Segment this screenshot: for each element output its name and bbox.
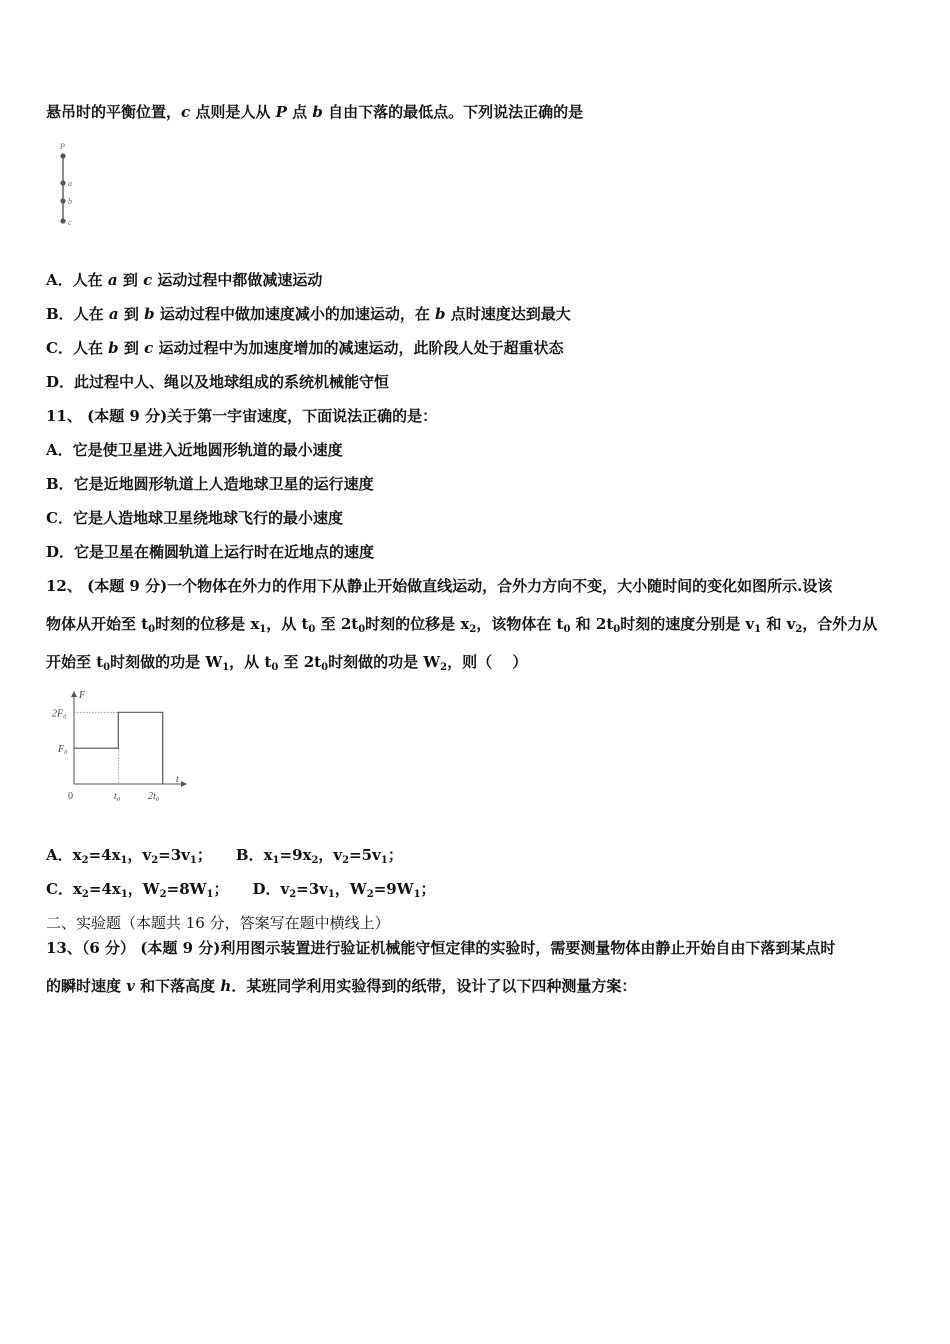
option-label: C．: [46, 880, 73, 898]
q12-option-c: [46, 880, 228, 898]
subscript: 1: [189, 855, 197, 866]
subscript: 2: [795, 624, 803, 635]
stem-text: ，则（ ）: [447, 653, 528, 671]
stem-text: 和 v: [761, 615, 796, 633]
var: c: [144, 339, 154, 357]
stem-text: 时刻的位移是 x: [365, 615, 470, 633]
option-text: ，v: [127, 846, 152, 864]
option-text: =4x: [88, 846, 121, 864]
subscript: 2: [151, 855, 159, 866]
option-text: 运动过程中为加速度增加的减速运动，此阶段人处于超重状态: [153, 339, 564, 357]
stem-text: 至 2t: [278, 653, 322, 671]
stem-text: ．某班同学利用实验得到的纸带，设计了以下四种测量方案：: [231, 977, 637, 995]
stem-text: ，从 t: [266, 615, 309, 633]
option-label: A．: [46, 846, 73, 864]
intro-line: [46, 102, 583, 122]
intro-text: 悬吊时的平衡位置，: [46, 103, 182, 121]
option-text: ；: [420, 880, 436, 898]
q13-stem-line2: [46, 976, 636, 996]
stem-text: 的瞬时速度: [46, 977, 127, 995]
var: a: [107, 271, 118, 289]
subscript: 1: [259, 624, 267, 635]
option-text: 运动过程中做加速度减小的加速运动，在: [154, 305, 436, 323]
q11-option-b: B．它是近地圆形轨道上人造地球卫星的运行速度: [46, 475, 374, 493]
option-text: ，v: [318, 846, 343, 864]
option-text: B．人在: [46, 305, 109, 323]
option-text: 运动过程中都做减速运动: [152, 271, 323, 289]
q10-option-a: [46, 270, 322, 290]
stem-text: 物体从开始至 t: [46, 615, 149, 633]
point-c: [60, 218, 65, 223]
subscript: 1: [327, 889, 335, 900]
subscript: 1: [120, 889, 128, 900]
label-a: a: [68, 179, 72, 188]
bungee-figure: [50, 140, 90, 230]
option-text: =8W: [166, 880, 207, 898]
q13-stem-line1: 13、（6 分） (本题 9 分)利用图示装置进行验证机械能守恒定律的实验时，需要测量物体由静止开始自由下落到某点时: [46, 939, 836, 957]
subscript: 1: [380, 855, 388, 866]
var: b: [108, 339, 119, 357]
option-text: 到: [117, 271, 144, 289]
option-text: =3v: [296, 880, 328, 898]
option-text: x: [72, 880, 82, 898]
q12-stem-line3: [46, 652, 527, 672]
y-tick-2f0: 2F₀: [52, 708, 67, 720]
subscript: 0: [358, 624, 366, 635]
subscript: 1: [754, 624, 762, 635]
subscript: 1: [222, 662, 230, 673]
option-text: =9x: [279, 846, 312, 864]
var: b: [435, 305, 446, 323]
stem-text: 时刻做的功是 W: [328, 653, 441, 671]
label-c: c: [68, 218, 72, 227]
stem-text: ，从 t: [229, 653, 272, 671]
subscript: 2: [81, 889, 89, 900]
subscript: 2: [469, 624, 477, 635]
intro-text: 自由下落的最低点。下列说法正确的是: [322, 103, 584, 121]
stem-text: 和下落高度: [134, 977, 221, 995]
point-P: [60, 153, 65, 158]
subscript: 1: [413, 889, 421, 900]
option-text: ；: [196, 846, 212, 864]
stem-text: 时刻的速度分别是 v: [620, 615, 755, 633]
subscript: 0: [613, 624, 621, 635]
option-text: 到: [118, 339, 145, 357]
var-v: v: [126, 977, 135, 995]
subscript: 2: [311, 855, 319, 866]
q12-options-ab: [46, 845, 403, 865]
stem-text: 时刻的位移是 x: [155, 615, 260, 633]
q10-option-b: [46, 304, 571, 324]
subscript: 0: [271, 662, 279, 673]
subscript: 2: [342, 855, 350, 866]
q10-option-c: [46, 338, 564, 358]
option-text: ，W: [127, 880, 160, 898]
stem-text: 时刻做的功是 W: [110, 653, 223, 671]
option-label: D．: [252, 880, 281, 898]
q10-option-d: D．此过程中人、绳以及地球组成的系统机械能守恒: [46, 373, 390, 391]
subscript: 0: [103, 662, 111, 673]
y-tick-f0: F₀: [58, 744, 68, 756]
q11-option-d: D．它是卫星在椭圆轨道上运行时在近地点的速度: [46, 543, 375, 561]
subscript: 2: [440, 662, 448, 673]
x-tick-t0: t₀: [114, 791, 121, 802]
option-text: C．人在: [46, 339, 109, 357]
option-text: =4x: [88, 880, 121, 898]
stem-text: 开始至 t: [46, 653, 104, 671]
x-axis-label: t: [176, 774, 179, 785]
force-time-graph: [46, 688, 206, 808]
q12-stem-line2: [46, 614, 877, 634]
option-text: ，W: [334, 880, 367, 898]
option-text: A．人在: [46, 271, 108, 289]
option-text: =9W: [373, 880, 414, 898]
stem-text: ，该物体在 t: [476, 615, 564, 633]
subscript: 1: [206, 889, 214, 900]
option-text: ；: [213, 880, 229, 898]
option-text: x: [72, 846, 82, 864]
q12-options-cd: [46, 879, 436, 899]
q12-option-b: [236, 846, 403, 864]
option-text: x: [263, 846, 273, 864]
subscript: 0: [148, 624, 156, 635]
subscript: 2: [366, 889, 374, 900]
subscript: 0: [321, 662, 329, 673]
var-b: b: [312, 103, 323, 121]
section-heading: 二、实验题（本题共 16 分，答案写在题中横线上）: [46, 914, 390, 932]
option-label: B．: [235, 846, 264, 864]
intro-text: 点: [286, 103, 313, 121]
subscript: 2: [159, 889, 167, 900]
point-b: [60, 198, 65, 203]
x-tick-0: 0: [68, 791, 73, 802]
x-tick-2t0: 2t₀: [148, 791, 160, 802]
q12-option-d: [252, 880, 435, 898]
stem-text: 至 2t: [315, 615, 359, 633]
q12-option-a: [46, 846, 212, 864]
var: b: [144, 305, 155, 323]
q11-stem: 11、 (本题 9 分)关于第一宇宙速度，下面说法正确的是：: [46, 407, 438, 425]
stem-text: 和 2t: [570, 615, 614, 633]
subscript: 2: [81, 855, 89, 866]
var-h: h: [220, 977, 232, 995]
intro-text: 点则是人从: [190, 103, 276, 121]
subscript: 1: [272, 855, 280, 866]
option-text: 到: [118, 305, 145, 323]
subscript: 0: [308, 624, 316, 635]
option-text: =3v: [158, 846, 190, 864]
option-text: v: [280, 880, 290, 898]
option-text: ；: [387, 846, 403, 864]
y-axis-label: F: [79, 690, 86, 701]
label-b: b: [68, 197, 72, 206]
subscript: 2: [289, 889, 297, 900]
label-P: P: [60, 142, 65, 151]
point-a: [60, 180, 65, 185]
option-text: 点时速度达到最大: [445, 305, 571, 323]
subscript: 0: [563, 624, 571, 635]
subscript: 1: [120, 855, 128, 866]
q12-stem-line1: 12、 (本题 9 分)一个物体在外力的作用下从静止开始做直线运动，合外力方向不变，大小随时间的变化如图所示.设该: [46, 577, 833, 595]
option-text: =5v: [349, 846, 381, 864]
var-c: c: [181, 103, 191, 121]
q11-option-a: A．它是使卫星进入近地圆形轨道的最小速度: [46, 441, 343, 459]
q11-option-c: C．它是人造地球卫星绕地球飞行的最小速度: [46, 509, 343, 527]
stem-text: ，合外力从: [802, 615, 878, 633]
var: a: [108, 305, 119, 323]
var-P: P: [275, 103, 287, 121]
var: c: [143, 271, 153, 289]
